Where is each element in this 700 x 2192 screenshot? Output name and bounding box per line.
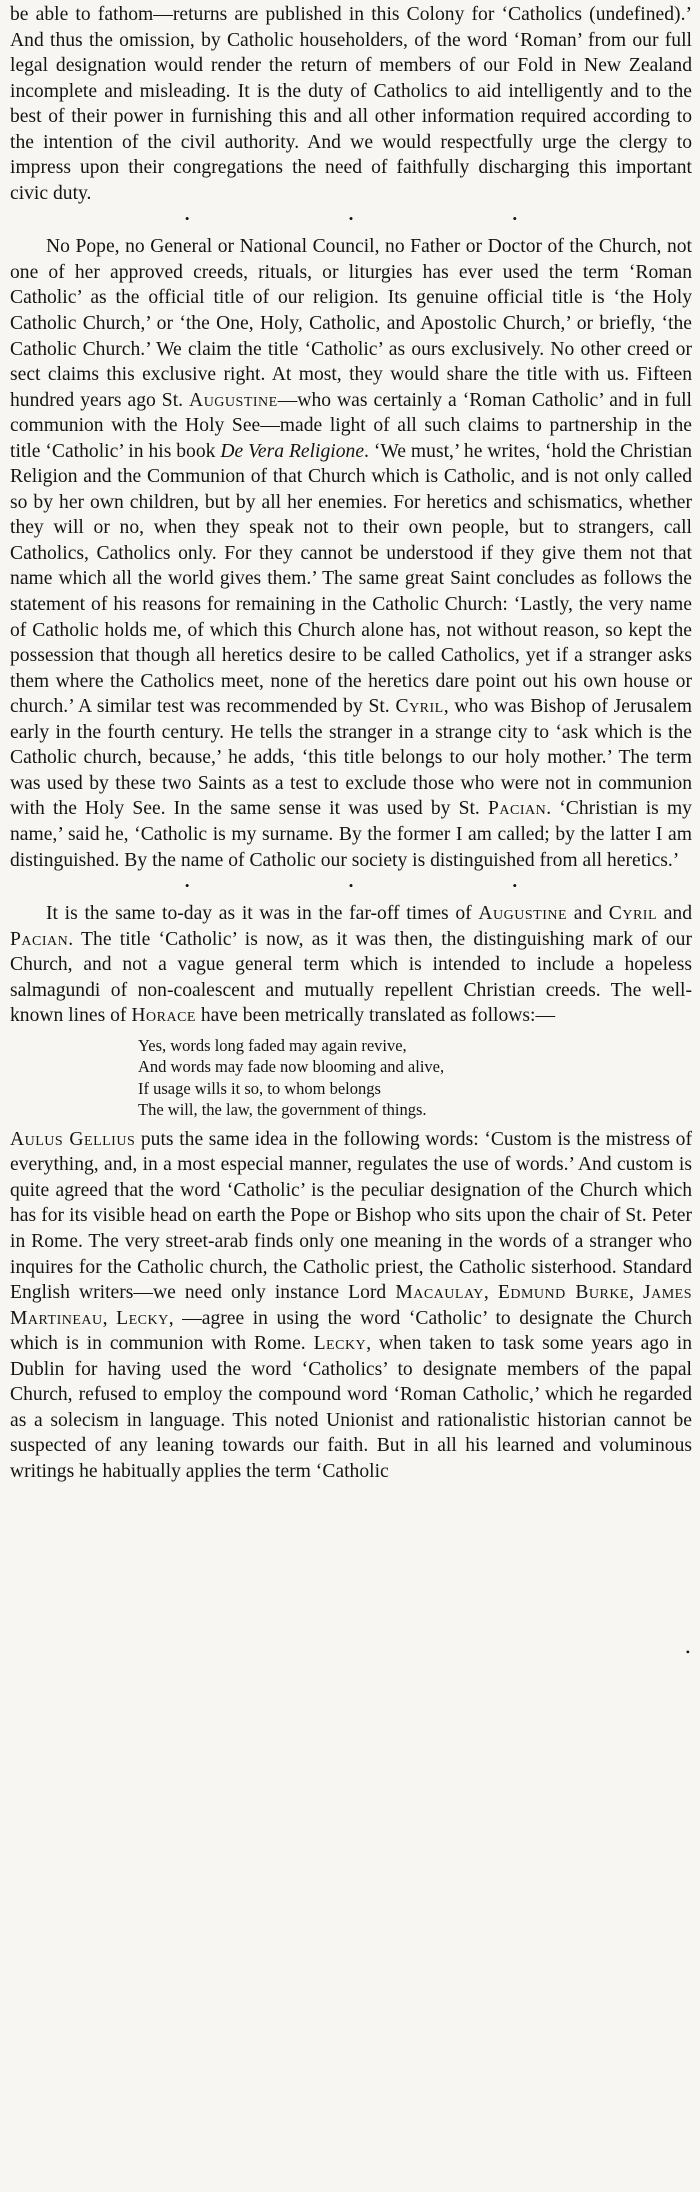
name-macaulay: Macaulay [395, 1282, 484, 1304]
name-james-martineau: James Martineau [10, 1282, 693, 1329]
name-pacian: Pacian [10, 928, 69, 950]
name-lecky: Lecky [116, 1307, 169, 1329]
text-run: , [629, 1282, 643, 1304]
text-run: No Pope, no General or National Council, no Father or Doctor of the Church, not one of her approved creeds, rituals, or liturgies has ever used the term ‘Roman Catholic’ as the official title of our religion. Its genuine official title is ‘the Holy Catholic Church,’ or ‘the One, Holy, Catholic, and Apostolic Church,’ or briefly, ‘the Catholic Church.’ We claim the title ‘Catholic’ as ours exclusively. No other creed or sect claims this exclusive right. At most, they would share the title with us. Fifteen hundred years ago St. [10, 236, 692, 411]
text-run: and [567, 903, 609, 925]
paragraph-census-duty: be able to fathom—returns are published in this Colony for ‘Catholics (undefined).’ And thus the omission, by Catholic householders, of the word ‘Roman’ from our full legal designation would render the return of members of our Fold in New Zealand incomplete and misleading. It is the duty of Catholics to aid intelligently and to the best of their power in furnishing this and all other information required according to the intention of the civil authority. And we would respectfully urge the clergy to impress upon their congregations the need of faithfully discharging this important civic duty. [10, 4, 692, 204]
text-run: It is the same to-day as it was in the far-off times of [46, 903, 479, 925]
text-run: . The title ‘Catholic’ is now, as it was then, the distinguishing mark of our Church, and not a vague general term which is intended to include a hopeless salmagundi of non-coalescent and mutually repellent Christian creeds. The well-known lines of [10, 928, 692, 1027]
name-cyril: Cyril [395, 696, 444, 718]
text-run: —who was certainly a ‘Roman Catholic’ and in full communion with the Holy See—made light of all such claims to partnership in the title ‘Catholic’ in his book [10, 389, 692, 462]
verse-line: And words may fade now blooming and alive, [138, 1057, 445, 1077]
name-cyril: Cyril [608, 903, 657, 925]
text-run: , [483, 1282, 498, 1304]
horace-verse [138, 1035, 692, 1121]
verse-line: Yes, words long faded may again revive, [138, 1035, 407, 1055]
paragraph-catholic-title [10, 234, 692, 873]
text-run: puts the same idea in the following words: ‘Custom is the mistress of everything, and, in a most especial manner, regulates the use of words.’ And custom is quite agreed that the word ‘Catholic’ is the peculiar designation of the Church which has for its visible head on earth the Pope or Bishop who sits upon the chair of St. Peter in Rome. The very street-arab finds only one meaning in the words of a stranger who inquires for the Catholic church, the Catholic priest, the Catholic sisterhood. Standard English writers—we need only instance Lord [10, 1128, 692, 1304]
section-separator: • • • [184, 211, 596, 227]
text-run: , who was Bishop of Jerusalem early in the fourth century. He tells the stranger in a strange city to ‘ask which is the Catholic church, because,’ he adds, ‘this title belongs to our holy mother.’ The term was used by these two Saints as a test to exclude those who were not in communion with the Holy See. In the same sense it was used by St. [10, 696, 692, 820]
paragraph-distinguishing-mark [10, 901, 692, 1029]
margin-mark: • [685, 1645, 690, 1659]
name-augustine: Augustine [478, 903, 568, 925]
verse-line: The will, the law, the government of things. [138, 1100, 427, 1120]
text-run: . ‘Christian is my name,’ said he, ‘Catholic is my surname. By the former I am called; by the latter I am distinguished. By the name of Catholic our society is distinguished from all heretics.’ [10, 798, 692, 871]
text-run: and [657, 903, 692, 925]
name-augustine: Augustine [189, 389, 278, 411]
paragraph-custom [10, 1127, 692, 1485]
name-pacian: Pacian [487, 798, 547, 820]
section-separator: • • • [184, 878, 596, 894]
verse-line: If usage wills it so, to whom belongs [138, 1078, 381, 1098]
name-horace: Horace [131, 1005, 196, 1027]
book-title: De Vera Religione [220, 440, 365, 462]
text-run: have been metrically translated as follows:— [195, 1005, 556, 1027]
text-run: , [102, 1307, 117, 1329]
name-edmund-burke: Edmund Burke [497, 1282, 630, 1304]
name-aulus-gellius: Aulus Gellius [10, 1128, 136, 1150]
name-lecky: Lecky [313, 1333, 367, 1355]
text-run: . ‘We must,’ he writes, ‘hold the Christian Religion and the Communion of that Church which is Catholic, and is not only called so by her own children, but by all her enemies. For heretics and schismatics, whether they will or no, when they speak not to their own people, but to strangers, call Catholics, Catholics only. For they cannot be understood if they give them not that name which all the world gives them.’ The same great Saint concludes as follows the statement of his reasons for remaining in the Catholic Church: ‘Lastly, the very name of Catholic holds me, of which this Church alone has, not without reason, so kept the possession that though all heretics desire to be called Catholics, yet if a stranger asks them where the Catholics meet, none of the heretics dare point out his own house or church.’ A similar test was recommended by St. [10, 440, 692, 718]
text-run: , —agree in using the word ‘Catholic’ to designate the Church which is in communion with Rome. [10, 1307, 692, 1355]
text-run: , when taken to task some years ago in Dublin for having used the word ‘Catholics’ to designate members of the papal Church, refused to employ the compound word ‘Roman Catholic,’ which he regarded as a solecism in language. This noted Unionist and rationalistic historian cannot be suspected of any leaning towards our faith. But in all his learned and voluminous writings he habitually applies the term ‘Catholic [10, 1333, 692, 1482]
